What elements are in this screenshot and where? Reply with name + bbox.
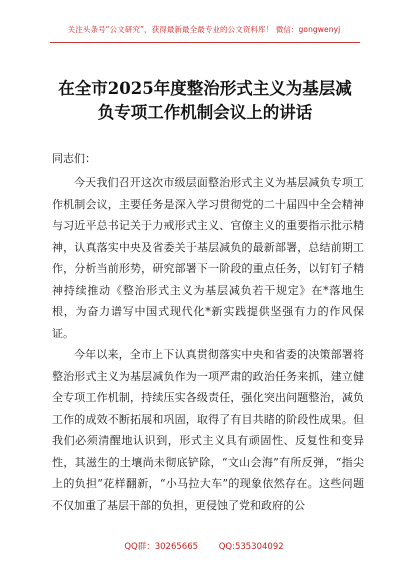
document-title xyxy=(40,77,370,125)
body-paragraph-1: 今天我们召开这次市级层面整治形式主义为基层减负专项工作机制会议，主要任务是深入学习贯彻党的二十届四中全会精神与习近平总书记关于力戒形式主义、官僚主义的重要指示批示精神，认真落实中央及省委关于基层减负的最新部署，总结前期工作，分析当前形势，研究部署下一阶段的重点任务，以钉钉子精神持续推动《整治形式主义为基层减负若干规定》在*落地生根，为奋力谱写中国式现代化*新实践提供坚强有力的作风保证。 xyxy=(52,176,364,340)
body-paragraph-2: 今年以来，全市上下认真贯彻落实中央和省委的决策部署将整治形式主义为基层减负作为一项严肃的政治任务来抓，建立健全专项工作机制，持续压实各级责任，强化突出问题整治，减负工作的成效不断拓展和巩固，取得了有目共睹的阶段性成果。但我们必须清醒地认识到，形式主义具有顽固性、反复性和变异性，其滋生的土壤尚未彻底铲除，“文山会海”有所反弹，“指尖上的负担”花样翻新，“小马拉大车”的现象依然存在。这些问题不仅加重了基层干部的负担，更侵蚀了党和政府的公 xyxy=(52,348,364,512)
document-title-line-2: 负专项工作机制会议上的讲话 xyxy=(97,103,313,122)
header-divider xyxy=(50,42,360,43)
footer-qq: QQ:535304092 xyxy=(218,542,284,552)
footer-contact xyxy=(0,540,408,552)
footer-qq-group: QQ群：30265665 xyxy=(124,542,199,552)
salutation: 同志们： xyxy=(52,152,96,165)
document-title-line-1: 在全市2025年度整治形式主义为基层减 xyxy=(58,79,352,98)
header-banner: 关注头条号“公文研究”，获得最新最全最专业的公文资料库！ 微信：gongwenyj xyxy=(67,25,341,34)
